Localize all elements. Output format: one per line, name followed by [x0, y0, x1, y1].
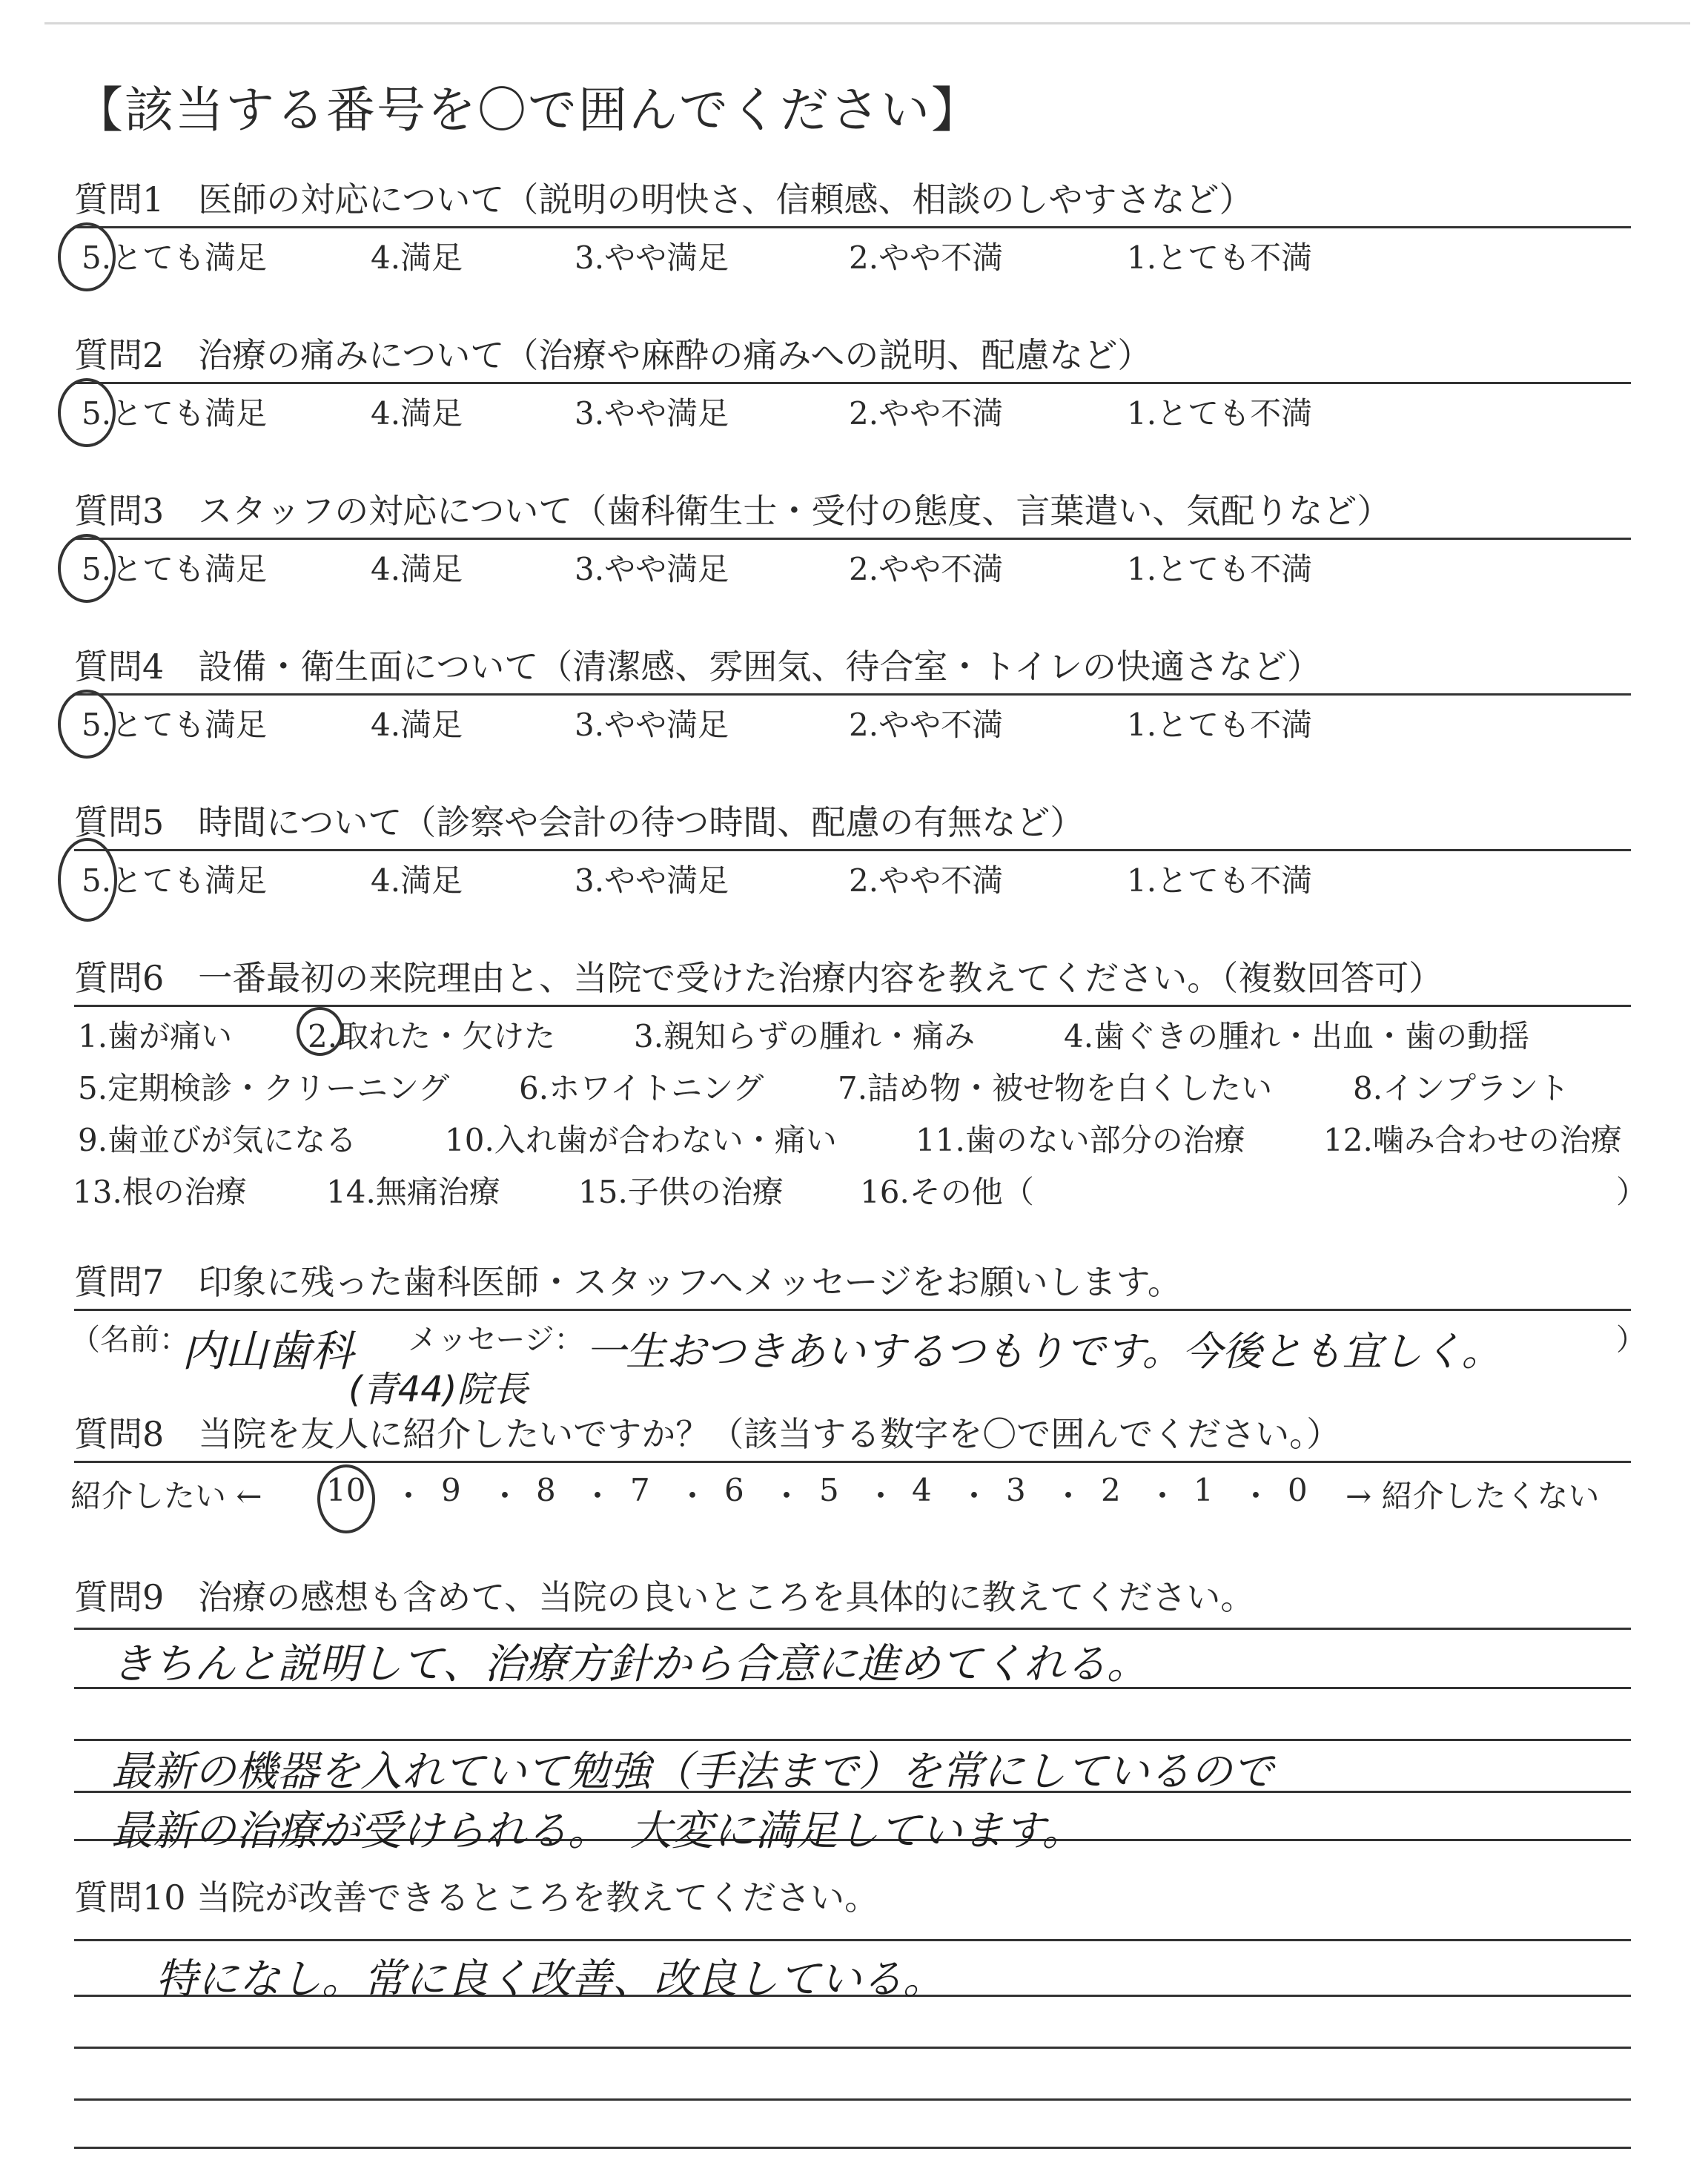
option-1[interactable]: 1.とても不満	[1127, 240, 1313, 276]
hand-circle	[317, 1464, 375, 1533]
choice-16[interactable]: 16.その他（	[860, 1174, 1034, 1210]
option-3[interactable]: 3.やや満足	[575, 395, 729, 432]
choice-5[interactable]: 5.定期検診・クリーニング	[78, 1070, 450, 1106]
handwritten-message: 一生おつきあいするつもりです。今後とも宜しく。	[586, 1328, 1502, 1375]
option-4[interactable]: 4.満足	[371, 707, 463, 743]
scale-dot: ・	[489, 1478, 521, 1514]
choice-10[interactable]: 10.入れ歯が合わない・痛い	[445, 1122, 837, 1158]
option-2[interactable]: 2.やや不満	[849, 862, 1004, 899]
choice-12[interactable]: 12.噛み合わせの治療	[1323, 1122, 1622, 1158]
option-5[interactable]: 5.とても満足	[82, 707, 268, 743]
choice-8[interactable]: 8.インプラント	[1353, 1070, 1570, 1106]
scale-dot: ・	[959, 1478, 990, 1514]
option-4[interactable]: 4.満足	[371, 395, 463, 432]
answer-line	[74, 2147, 1631, 2149]
question-1-label: 質問1 医師の対応について（説明の明快さ、信頼感、相談のしやすさなど）	[74, 179, 1254, 219]
question-4-options	[74, 701, 1631, 745]
scale-4[interactable]: 4	[912, 1472, 932, 1508]
question-6-row-3	[74, 1116, 1646, 1160]
choice-3[interactable]: 3.親知らずの腫れ・痛み	[634, 1018, 976, 1054]
option-4[interactable]: 4.満足	[371, 862, 463, 899]
question-8	[74, 1394, 1631, 1463]
option-5[interactable]: 5.とても満足	[82, 862, 268, 899]
scale-dot: ・	[677, 1478, 709, 1514]
scale-dot: ・	[1240, 1478, 1272, 1514]
option-3[interactable]: 3.やや満足	[575, 240, 729, 276]
option-1[interactable]: 1.とても不満	[1127, 395, 1313, 432]
option-5[interactable]: 5.とても満足	[82, 395, 268, 432]
hand-circle	[58, 378, 116, 447]
handwritten-name: 内山歯科	[182, 1326, 354, 1376]
question-3-options	[74, 545, 1631, 589]
choice-16-close: ）	[1616, 1174, 1648, 1210]
question-10-label: 質問10 当院が改善できるところを教えてください。	[74, 1877, 879, 1918]
hand-circle	[58, 690, 116, 759]
option-4[interactable]: 4.満足	[371, 240, 463, 276]
answer-line	[74, 2047, 1631, 2049]
choice-4[interactable]: 4.歯ぐきの腫れ・出血・歯の動揺	[1064, 1018, 1530, 1054]
option-4[interactable]: 4.満足	[371, 551, 463, 587]
question-4	[74, 627, 1631, 696]
scale-9[interactable]: 9	[441, 1472, 461, 1508]
scale-dot: ・	[771, 1478, 803, 1514]
scale-3[interactable]: 3	[1006, 1472, 1026, 1508]
choice-11[interactable]: 11.歯のない部分の治療	[916, 1122, 1245, 1158]
question-9-label: 質問9 治療の感想も含めて、当院の良いところを具体的に教えてください。	[74, 1577, 1255, 1617]
answer-line	[74, 2098, 1631, 2101]
option-1[interactable]: 1.とても不満	[1127, 551, 1313, 587]
question-1	[74, 159, 1631, 228]
option-2[interactable]: 2.やや不満	[849, 551, 1004, 587]
scale-10[interactable]: 10	[326, 1472, 366, 1508]
q7-close-paren: ）	[1616, 1323, 1646, 1357]
hand-circle	[58, 222, 116, 291]
message-label: メッセージ：	[408, 1323, 584, 1357]
question-8-label: 質問8 当院を友人に紹介したいですか？（該当する数字を〇で囲んでください。）	[74, 1414, 1341, 1454]
option-3[interactable]: 3.やや満足	[575, 707, 729, 743]
question-2	[74, 315, 1631, 384]
option-2[interactable]: 2.やや不満	[849, 707, 1004, 743]
choice-13[interactable]: 13.根の治療	[73, 1174, 247, 1210]
question-7-label: 質問7 印象に残った歯科医師・スタッフへメッセージをお願いします。	[74, 1262, 1182, 1302]
scale-dot: ・	[582, 1478, 614, 1514]
top-border	[44, 22, 1690, 24]
question-5-options	[74, 856, 1631, 901]
question-5	[74, 782, 1631, 851]
choice-7[interactable]: 7.詰め物・被せ物を白くしたい	[838, 1070, 1273, 1106]
scale-left-label: 紹介したい ←	[70, 1478, 262, 1514]
question-6-row-4	[74, 1168, 1646, 1212]
question-6-label: 質問6 一番最初の来院理由と、当院で受けた治療内容を教えてください。（複数回答可）	[74, 958, 1443, 998]
hand-circle	[58, 534, 116, 603]
question-1-options	[74, 234, 1631, 278]
option-5[interactable]: 5.とても満足	[82, 240, 268, 276]
choice-2[interactable]: 2.取れた・欠けた	[308, 1018, 556, 1054]
handwritten-answer-10: 特になし。常に良く改善、改良している。	[156, 1955, 944, 2004]
hand-circle	[297, 1007, 343, 1056]
scale-5[interactable]: 5	[819, 1472, 839, 1508]
scale-6[interactable]: 6	[724, 1472, 744, 1508]
hand-circle	[58, 838, 117, 922]
option-1[interactable]: 1.とても不満	[1127, 862, 1313, 899]
scale-1[interactable]: 1	[1194, 1472, 1214, 1508]
question-4-label: 質問4 設備・衛生面について（清潔感、雰囲気、待合室・トイレの快適さなど）	[74, 647, 1322, 687]
question-5-label: 質問5 時間について（診察や会計の待つ時間、配慮の有無など）	[74, 802, 1085, 842]
scale-dot: ・	[865, 1478, 897, 1514]
question-7	[74, 1242, 1631, 1311]
page-title: 【該当する番号を〇で囲んでください】	[74, 82, 982, 139]
question-2-label: 質問2 治療の痛みについて（治療や麻酔の痛みへの説明、配慮など）	[74, 335, 1152, 375]
scale-8[interactable]: 8	[536, 1472, 556, 1508]
option-1[interactable]: 1.とても不満	[1127, 707, 1313, 743]
scale-dot: ・	[1147, 1478, 1179, 1514]
scale-dot: ・	[393, 1478, 425, 1514]
scale-2[interactable]: 2	[1101, 1472, 1121, 1508]
option-2[interactable]: 2.やや不満	[849, 395, 1004, 432]
answer-line	[74, 1628, 1631, 1630]
option-5[interactable]: 5.とても満足	[82, 551, 268, 587]
name-label: （名前：	[70, 1323, 189, 1357]
option-2[interactable]: 2.やや不満	[849, 240, 1004, 276]
handwritten-answer-9-line-3: 最新の治療が受けられる。 大変に満足しています。	[111, 1807, 1084, 1855]
choice-1[interactable]: 1.歯が痛い	[78, 1018, 233, 1054]
question-6	[74, 938, 1631, 1007]
choice-9[interactable]: 9.歯並びが気になる	[78, 1122, 357, 1158]
handwritten-title: (青44)院長	[348, 1369, 529, 1410]
scale-7[interactable]: 7	[630, 1472, 650, 1508]
question-9	[74, 1557, 1631, 1624]
question-3-label: 質問3 スタッフの対応について（歯科衛生士・受付の態度、言葉遣い、気配りなど）	[74, 491, 1391, 531]
scale-0[interactable]: 0	[1288, 1472, 1308, 1508]
choice-14[interactable]: 14.無痛治療	[326, 1174, 500, 1210]
scale-dot: ・	[1053, 1478, 1085, 1514]
choice-6[interactable]: 6.ホワイトニング	[519, 1070, 764, 1106]
choice-15[interactable]: 15.子供の治療	[578, 1174, 784, 1210]
question-3	[74, 471, 1631, 540]
handwritten-answer-9-line-1: きちんと説明して、治療方針から合意に進めてくれる。	[111, 1640, 1148, 1688]
recommend-scale	[70, 1472, 1642, 1516]
question-10	[74, 1857, 1631, 1924]
option-3[interactable]: 3.やや満足	[575, 551, 729, 587]
question-2-options	[74, 389, 1631, 434]
question-6-row-2	[74, 1064, 1646, 1109]
option-3[interactable]: 3.やや満足	[575, 862, 729, 899]
scale-right-label: → 紹介したくない	[1345, 1478, 1600, 1514]
handwritten-answer-9-line-2: 最新の機器を入れていて勉強（手法まで）を常にしているので	[111, 1748, 1274, 1796]
answer-line	[74, 1939, 1631, 1941]
